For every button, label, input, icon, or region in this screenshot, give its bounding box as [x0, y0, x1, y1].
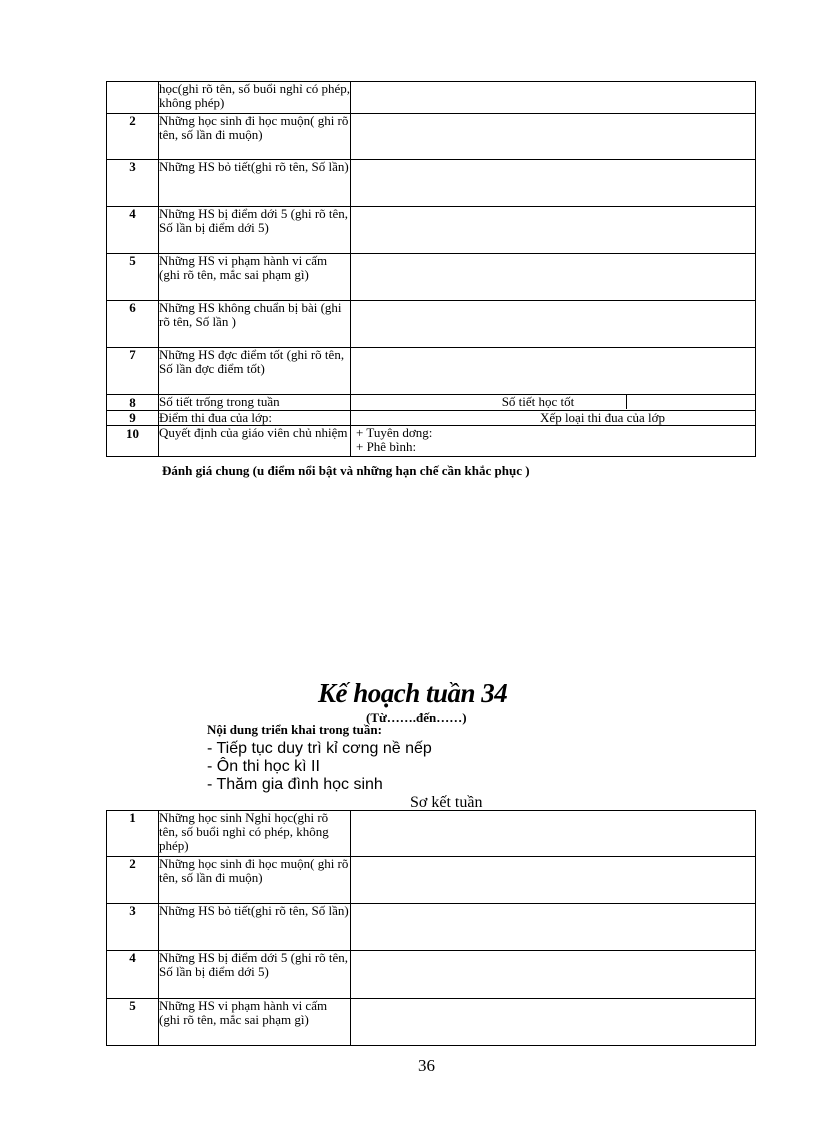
row-number: 9 [107, 411, 159, 426]
entry-cell[interactable] [351, 301, 756, 348]
table-row [107, 811, 756, 857]
good-periods-label: Số tiết học tốt [450, 395, 627, 409]
class-ranking-label: Xếp loại thi đua của lớp [540, 411, 665, 425]
row-number: 5 [107, 254, 159, 301]
row-description: Điểm thi đua của lớp: [159, 411, 273, 425]
date-range: (Từ…….đến……) [366, 710, 467, 725]
table-row [107, 114, 756, 160]
table-row [107, 301, 756, 348]
table-row [107, 395, 756, 411]
row-number: 4 [107, 951, 159, 999]
table-row [107, 348, 756, 395]
row-number: 8 [107, 395, 159, 411]
entry-cell[interactable] [351, 160, 756, 207]
row-description: Những HS bỏ tiết(ghi rõ tên, Số lần) [159, 904, 349, 918]
row-number: 5 [107, 999, 159, 1046]
row-number: 3 [107, 160, 159, 207]
table-row [107, 160, 756, 207]
row-description: Những học sinh đi học muộn( ghi rõ tên, số lần đi muộn) [159, 114, 349, 142]
row-number: 4 [107, 207, 159, 254]
row-description: Những HS vi phạm hành vi cấm (ghi rõ tên, mắc sai phạm gì) [159, 999, 328, 1027]
row-number: 1 [107, 811, 159, 857]
row-description: Những HS đợc điểm tốt (ghi rõ tên, Số lần đợc điểm tốt) [159, 348, 345, 376]
content-heading: Nội dung triển khai trong tuần: [207, 722, 382, 737]
entry-cell[interactable] [351, 348, 756, 395]
table-row [107, 904, 756, 951]
row-description: Số tiết trống trong tuần [159, 395, 280, 409]
weekly-summary-table-top [106, 81, 756, 457]
row-number: 2 [107, 857, 159, 904]
row-description: học(ghi rõ tên, số buổi nghỉ có phép, không phép) [159, 82, 350, 110]
row-number: 2 [107, 114, 159, 160]
row-number: 6 [107, 301, 159, 348]
row-description: Những HS vi phạm hành vi cấm (ghi rõ tên, mắc sai phạm gì) [159, 254, 328, 282]
row-number: 3 [107, 904, 159, 951]
page-title: Kế hoạch tuần 34 [318, 678, 508, 708]
row-number: 7 [107, 348, 159, 395]
table-row [107, 207, 756, 254]
entry-cell[interactable] [351, 254, 756, 301]
row-description: Những học sinh đi học muộn( ghi rõ tên, số lần đi muộn) [159, 857, 349, 885]
row-description: Những HS bỏ tiết(ghi rõ tên, Số lần) [159, 160, 349, 174]
entry-cell[interactable] [351, 811, 756, 857]
table-row [107, 411, 756, 426]
entry-cell[interactable] [351, 82, 756, 114]
section-heading: Sơ kết tuần [410, 794, 483, 811]
weekly-summary-table-bottom [106, 810, 756, 1046]
entry-cell[interactable] [351, 904, 756, 951]
general-evaluation-heading: Đánh giá chung (u điểm nổi bật và những hạn chế cần khắc phục ) [162, 463, 530, 478]
row-description: Quyết định của giáo viên chủ nhiệm [159, 426, 348, 440]
plan-bullet: - Tiếp tục duy trì kỉ cơng nề nếp [207, 740, 432, 757]
plan-bullet: - Thăm gia đình học sinh [207, 776, 383, 793]
row-description: Những HS bị điểm dới 5 (ghi rõ tên, Số lần bị điểm dới 5) [159, 951, 349, 979]
row-description: Những HS không chuẩn bị bài (ghi rõ tên, Số lần ) [159, 301, 342, 329]
entry-cell[interactable] [351, 951, 756, 999]
entry-cell[interactable] [351, 857, 756, 904]
entry-cell[interactable] [351, 114, 756, 160]
row-description: Những học sinh Nghỉ học(ghi rõ tên, số buổi nghỉ có phép, không phép) [159, 811, 329, 853]
table-row [107, 254, 756, 301]
praise-label: + Tuyên dơng: [356, 425, 433, 440]
entry-cell[interactable] [351, 207, 756, 254]
entry-cell[interactable] [351, 999, 756, 1046]
page-number: 36 [418, 1056, 435, 1075]
table-row [107, 951, 756, 999]
row-description: Những HS bị điểm dới 5 (ghi rõ tên, Số lần bị điểm dới 5) [159, 207, 349, 235]
row-number [107, 82, 159, 114]
table-row [107, 426, 756, 457]
plan-bullet: - Ôn thi học kì II [207, 758, 320, 775]
criticism-label: + Phê bình: [356, 439, 417, 454]
row-number: 10 [107, 426, 159, 457]
table-row [107, 82, 756, 114]
table-row [107, 999, 756, 1046]
table-row [107, 857, 756, 904]
